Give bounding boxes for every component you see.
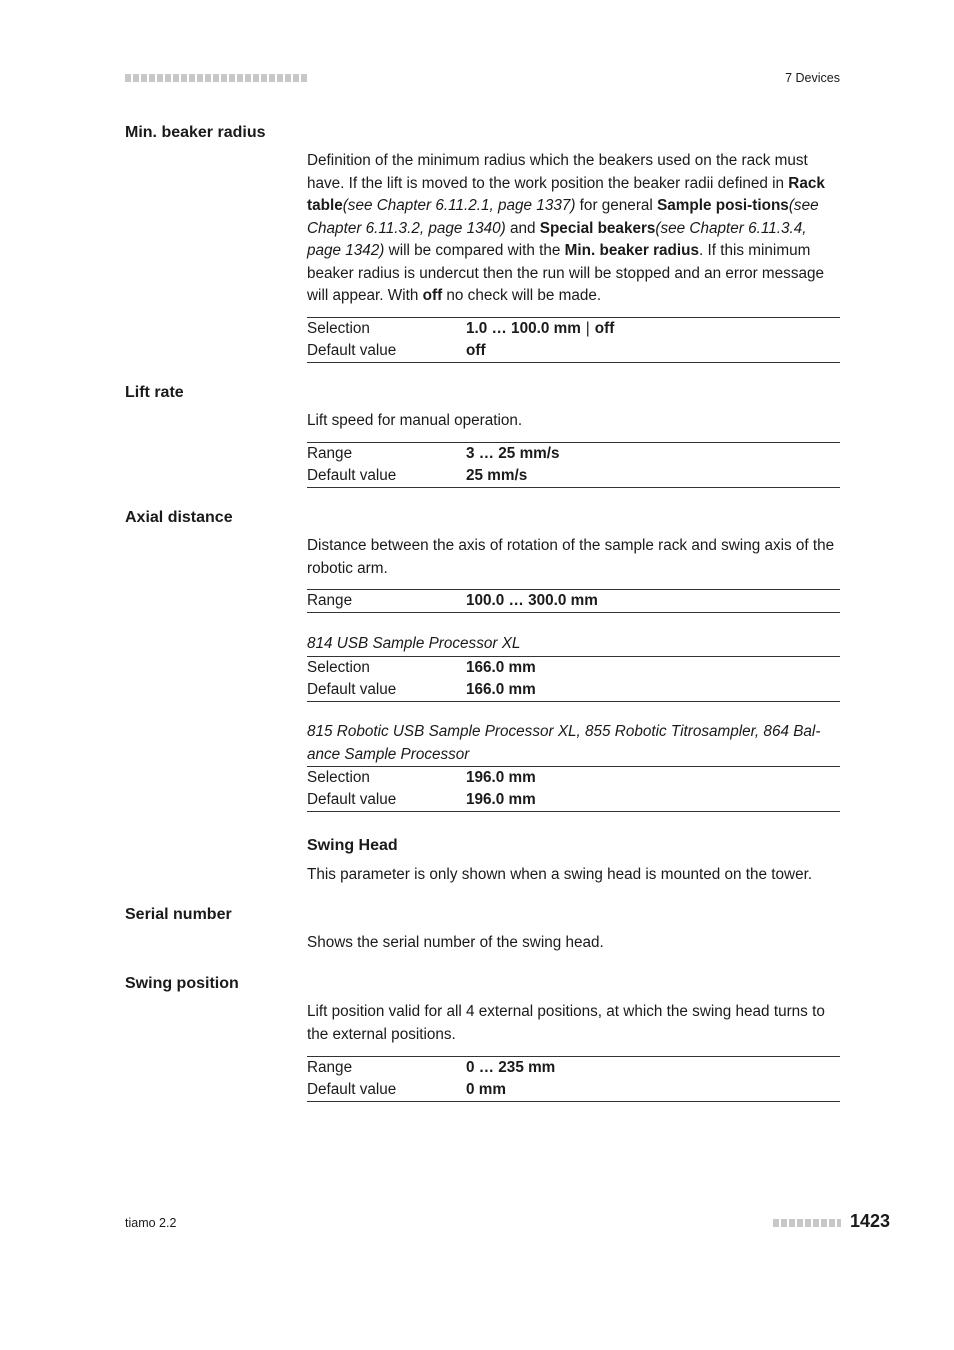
cross-reference-link: (see Chapter 6.11.3.4, page 1342) — [307, 219, 807, 259]
term-axial-distance: Axial distance — [125, 509, 233, 526]
table-row: Range 3 … 25 mm/s — [307, 445, 560, 462]
term-lift-rate: Lift rate — [125, 384, 184, 401]
term-swing-position: Swing position — [125, 975, 239, 992]
table-row: Default value 0 mm — [307, 1081, 506, 1098]
term-serial-number: Serial number — [125, 906, 232, 923]
desc-lift-rate: Lift speed for manual operation. — [307, 412, 523, 429]
table-variant-814 — [307, 656, 840, 702]
subheading-swing-head: Swing Head — [307, 837, 398, 854]
desc-serial-number: Shows the serial number of the swing head. — [307, 934, 604, 951]
table-row: Default value 25 mm/s — [307, 467, 528, 484]
variant-title: 814 USB Sample Processor XL — [307, 635, 521, 652]
cross-reference-link: (see Chapter 6.11.2.1, page 1337) — [342, 197, 576, 214]
desc-swing-position: Lift position valid for all 4 external positions, at which the swing head turns to the external positions. — [307, 1003, 825, 1043]
desc-min-beaker-radius: Definition of the minimum radius which the beakers used on the rack must have. If the lift is moved to the work position the beaker radii defined in Rack table(see Chapter 6.11.2.1, page 1337) for general Sample posi-tions(see Chapter 6.11.3.2, page 1340) and Special beakers(see Chapter 6.11.3.4, page 1342) will be compared with the Min. beaker radius. If this minimum beaker radius is undercut then the run will be stopped and an error message will appear. With off no check will be made. — [307, 152, 825, 304]
table-variant-815-855-864 — [307, 766, 840, 812]
table-swing-position — [307, 1056, 840, 1102]
table-row: Selection 1.0 … 100.0 mm | off — [307, 320, 615, 337]
cross-reference-link: (see Chapter 6.11.3.2, page 1340) — [307, 197, 819, 237]
page-number: 1423 — [849, 1211, 890, 1231]
desc-swing-head: This parameter is only shown when a swing head is mounted on the tower. — [307, 866, 813, 883]
chapter-header: 7 Devices — [785, 71, 840, 85]
table-min-beaker-radius — [307, 317, 840, 363]
table-row: Range 100.0 … 300.0 mm — [307, 592, 598, 609]
table-row: Range 0 … 235 mm — [307, 1059, 556, 1076]
table-row: Selection 196.0 mm — [307, 769, 536, 786]
table-row: Default value off — [307, 342, 486, 359]
table-row: Default value 166.0 mm — [307, 681, 536, 698]
desc-axial-distance: Distance between the axis of rotation of the sample rack and swing axis of the robotic arm. — [307, 537, 835, 577]
table-axial-distance-range — [307, 589, 840, 613]
term-min-beaker-radius: Min. beaker radius — [125, 124, 266, 141]
table-lift-rate — [307, 442, 840, 488]
variant-title: 815 Robotic USB Sample Processor XL, 855 Robotic Titrosampler, 864 Bal-ance Sample Processor — [307, 723, 821, 763]
header-decoration — [125, 74, 307, 82]
footer-product: tiamo 2.2 — [125, 1216, 177, 1230]
footer-decoration — [773, 1219, 841, 1227]
table-row: Selection 166.0 mm — [307, 659, 536, 676]
table-row: Default value 196.0 mm — [307, 791, 536, 808]
